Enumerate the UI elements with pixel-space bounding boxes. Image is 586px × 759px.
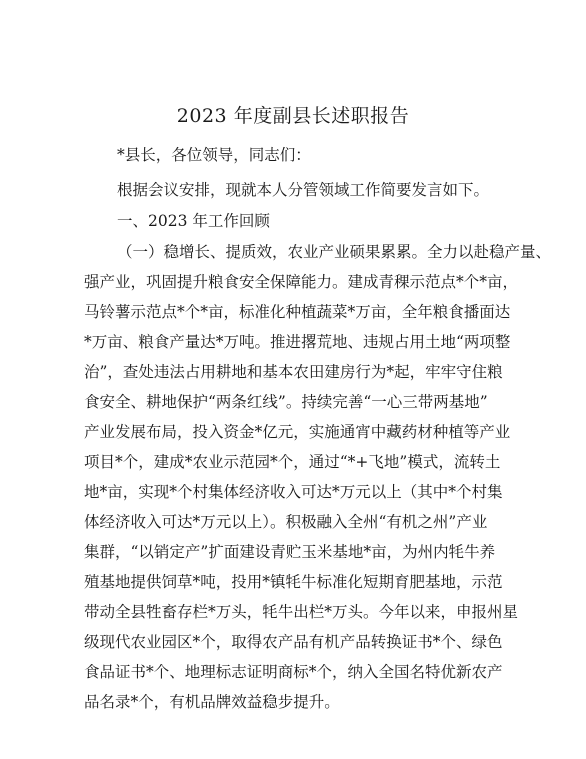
paragraph-line: 马铃薯示范点*个*亩，标准化种植蔬菜*万亩，全年粮食播面达 <box>84 303 511 321</box>
paragraph-line: *万亩、粮食产量达*万吨。推进撂荒地、违规占用土地“两项整 <box>84 333 511 351</box>
paragraph-line: 项目*个，建成*农业示范园*个，通过“*+飞地”模式，流转土 <box>84 453 501 471</box>
paragraph-line: 殖基地提供饲草*吨，投用*镇牦牛标准化短期育肥基地，示范 <box>84 573 503 591</box>
paragraph-line: 带动全县牲畜存栏*万头，牦牛出栏*万头。今年以来，申报州星 <box>84 603 519 621</box>
paragraph-line: 地*亩，实现*个村集体经济收入可达*万元以上（其中*个村集 <box>84 483 503 501</box>
paragraph-line: 治”，查处违法占用耕地和基本农田建房行为*起，牢牢守住粮 <box>84 363 503 381</box>
document-title: 2023 年度副县长述职报告 <box>176 105 410 127</box>
paragraph-line: 强产业，巩固提升粮食安全保障能力。建成青稞示范点*个*亩， <box>84 273 519 291</box>
paragraph-line: 食安全、耕地保护“两条红线”。持续完善“一心三带两基地” <box>84 393 488 411</box>
salutation: *县长，各位领导，同志们： <box>117 146 311 164</box>
paragraph-line: （一）稳增长、提质效，农业产业硕果累累。全力以赴稳产量、 <box>117 243 552 261</box>
paragraph-line: 食品证书*个、地理标志证明商标*个，纳入全国名特优新农产 <box>84 663 503 681</box>
paragraph-line: 产业发展布局，投入资金*亿元，实施通宵中藏药材种植等产业 <box>84 423 511 441</box>
paragraph-line: 体经济收入可达*万元以上）。积极融入全州“有机之州”产业 <box>84 513 488 531</box>
section-heading: 一、2023 年工作回顾 <box>117 212 270 230</box>
paragraph-line: 品名录*个，有机品牌效益稳步提升。 <box>84 693 340 711</box>
intro-sentence: 根据会议安排，现就本人分管领域工作简要发言如下。 <box>117 181 490 199</box>
paragraph-line: 级现代农业园区*个，取得农产品有机产品转换证书*个、绿色 <box>84 633 503 651</box>
paragraph-line: 集群，“以销定产”扩面建设青贮玉米基地*亩，为州内牦牛养 <box>84 543 496 561</box>
